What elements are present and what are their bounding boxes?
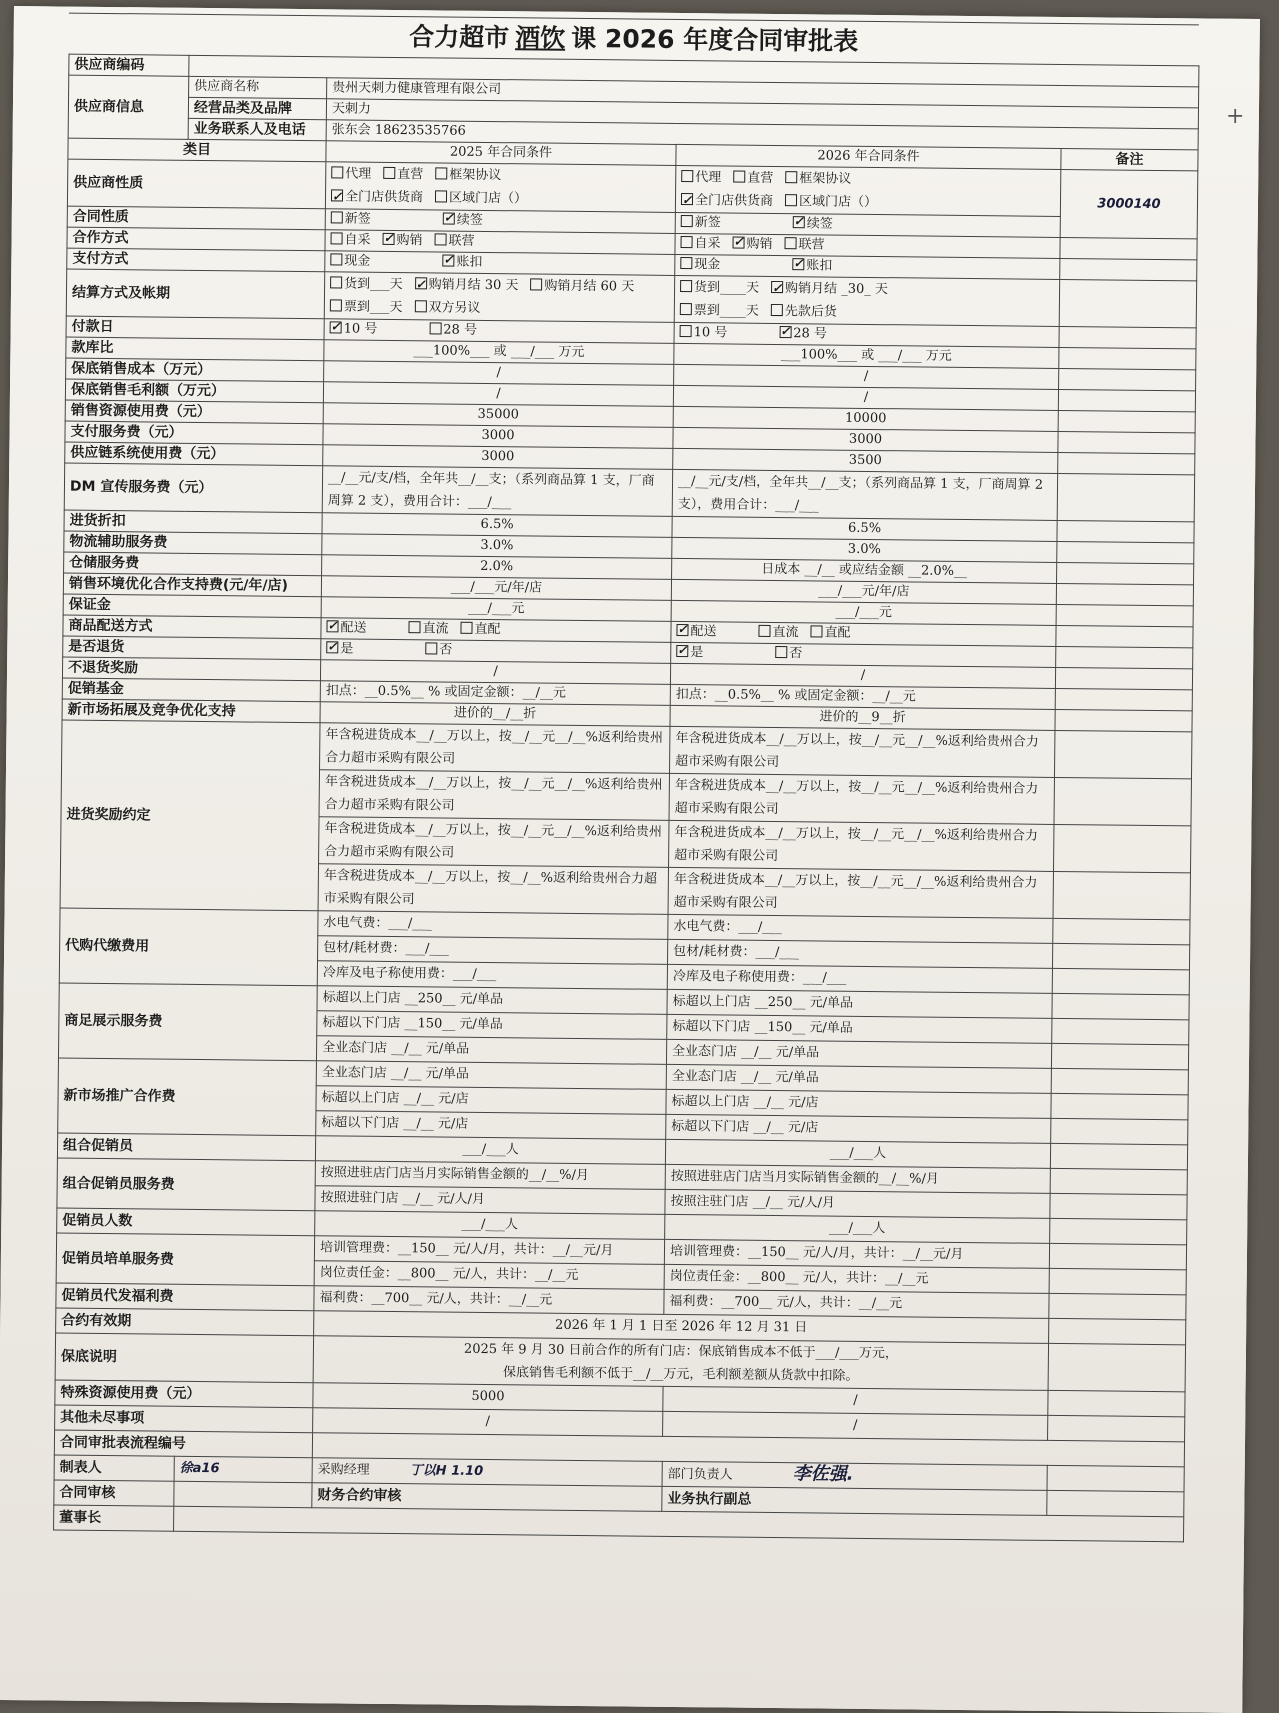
checkbox-checked[interactable] bbox=[793, 216, 805, 228]
supplier-code-label: 供应商编码 bbox=[69, 54, 189, 76]
promo-coop-2026: 标超以上门店 __/__ 元/店 bbox=[666, 1089, 1051, 1118]
display-2026: 全业态门店 __/__ 元/单品 bbox=[666, 1039, 1051, 1068]
checkbox-checked[interactable] bbox=[415, 277, 427, 289]
proxy-2026: 水电气费：___/___ bbox=[668, 914, 1053, 943]
pay-service-2026: 3000 bbox=[673, 427, 1058, 452]
opt-ticket: 票到____天 bbox=[693, 303, 759, 319]
pay-service-label: 支付服务费（元） bbox=[65, 421, 323, 445]
checkbox-checked[interactable] bbox=[331, 189, 343, 201]
remark-cell bbox=[1054, 777, 1191, 825]
checkbox-checked[interactable] bbox=[676, 624, 688, 636]
reward-2025: 年含税进货成本__/__万以上，按__/__元__/__%返利给贵州合力超市采购有限公司 bbox=[320, 723, 670, 774]
remark-cell bbox=[1057, 473, 1194, 521]
proxy-2026: 冷库及电子称使用费：___/___ bbox=[667, 964, 1052, 993]
coop-label: 合作方式 bbox=[67, 227, 325, 251]
nature-label: 供应商性质 bbox=[67, 159, 325, 209]
remark-cell bbox=[1050, 1193, 1187, 1219]
display-label: 商足展示服务费 bbox=[58, 983, 317, 1061]
opt-straight: 直流 bbox=[772, 624, 799, 641]
title-dept: 酒饮 bbox=[515, 23, 566, 53]
checkbox[interactable] bbox=[383, 167, 395, 179]
group-staff-label: 组合促销员 bbox=[57, 1133, 315, 1161]
special-2025: 5000 bbox=[313, 1383, 663, 1412]
staff-count-label: 促销员人数 bbox=[57, 1208, 315, 1236]
checkbox-checked[interactable] bbox=[443, 213, 455, 225]
discount-2025: 6.5% bbox=[322, 513, 672, 538]
warehouse-2025: 2.0% bbox=[322, 555, 672, 580]
staff-count-2025: ___/___人 bbox=[315, 1211, 665, 1240]
remark-cell bbox=[1052, 1018, 1189, 1044]
opt-no: 否 bbox=[789, 646, 803, 662]
stock-ratio-label: 款库比 bbox=[66, 337, 324, 361]
remark-cell bbox=[1055, 688, 1192, 710]
remark-cell bbox=[1053, 824, 1190, 872]
opt-frame: 框架协议 bbox=[449, 167, 502, 184]
opt-no: 否 bbox=[439, 642, 453, 658]
buyer-signature: 丁以H 1.10 bbox=[409, 1463, 484, 1479]
checkbox[interactable] bbox=[680, 303, 692, 315]
remark-cell bbox=[1059, 279, 1196, 327]
contact-value: 张东会 18623535766 bbox=[326, 120, 1198, 150]
checkbox[interactable] bbox=[435, 233, 447, 245]
opt-straight: 直流 bbox=[422, 621, 449, 637]
validity-value: 2026 年 1 月 1 日至 2026 年 12 月 31 日 bbox=[314, 1311, 1049, 1344]
checkbox-checked[interactable] bbox=[442, 255, 454, 267]
staff-train-2026: 培训管理费：__150__ 元/人/月，共计：__/__元/月 bbox=[664, 1239, 1049, 1268]
display-2025: 标超以上门店 __250__ 元/单品 bbox=[317, 986, 667, 1015]
promo-coop-label: 新市场推广合作费 bbox=[58, 1058, 317, 1136]
contact-label: 业务联系人及电话 bbox=[188, 118, 326, 140]
remark-cell bbox=[1058, 431, 1195, 453]
checkbox[interactable] bbox=[775, 646, 787, 658]
remark-cell bbox=[1049, 1243, 1186, 1269]
opt-region: 区域门店（） bbox=[798, 194, 878, 211]
nature-2026 bbox=[675, 165, 1060, 216]
maker-label: 制表人 bbox=[54, 1455, 174, 1481]
remark-cell bbox=[1048, 1390, 1185, 1416]
reward-2025: 年含税进货成本__/__万以上，按__/__元__/__%返利给贵州合力超市采购有限公司 bbox=[319, 817, 669, 868]
form-frame bbox=[53, 13, 1199, 1543]
checkbox[interactable] bbox=[530, 278, 542, 290]
opt-agent: 代理 bbox=[345, 166, 372, 182]
checkbox[interactable] bbox=[733, 171, 745, 183]
return-label: 是否退货 bbox=[63, 636, 321, 660]
opt-renew: 续签 bbox=[456, 212, 483, 228]
remark-cell bbox=[1052, 993, 1189, 1019]
deposit-label: 保证金 bbox=[63, 594, 321, 618]
validity-label: 合约有效期 bbox=[56, 1308, 314, 1336]
checkbox[interactable] bbox=[425, 642, 437, 654]
pen-mark: + bbox=[1226, 104, 1245, 129]
remark-cell bbox=[1056, 625, 1193, 647]
min-profit-label: 保底销售毛利额（万元） bbox=[65, 379, 323, 403]
remark-cell bbox=[1052, 943, 1189, 969]
others-2025: / bbox=[313, 1408, 663, 1437]
opt-joint: 联营 bbox=[798, 237, 825, 253]
remark-cell bbox=[1055, 667, 1192, 689]
remark-cell bbox=[1051, 1068, 1188, 1094]
opt-cash: 现金 bbox=[344, 253, 371, 269]
remark-cell bbox=[1054, 730, 1191, 778]
min-profit-2025: / bbox=[323, 382, 673, 407]
settle-label: 结算方式及帐期 bbox=[66, 269, 324, 319]
promo-fund-label: 促销基金 bbox=[62, 678, 320, 702]
opt-purchase: 购销 bbox=[746, 236, 773, 252]
checkbox[interactable] bbox=[680, 280, 692, 292]
opt-ticket: 票到___天 bbox=[343, 299, 403, 316]
checkbox[interactable] bbox=[429, 322, 441, 334]
checkbox[interactable] bbox=[785, 194, 797, 206]
display-2026: 标超以上门店 __250__ 元/单品 bbox=[667, 989, 1052, 1018]
opt-all-store: 全门店供货商 bbox=[694, 193, 774, 209]
checkbox[interactable] bbox=[330, 253, 342, 265]
brand-value: 天刺力 bbox=[326, 99, 1198, 129]
checkbox[interactable] bbox=[435, 167, 447, 179]
remark-label: 备注 bbox=[1061, 148, 1198, 170]
title-prefix: 合力超市 bbox=[409, 22, 510, 53]
checkbox[interactable] bbox=[435, 190, 447, 202]
stock-ratio-2026: ___100%___ 或 ___/___ 万元 bbox=[674, 343, 1059, 368]
pay-day-label: 付款日 bbox=[66, 316, 324, 340]
display-2025: 标超以下门店 __150__ 元/单品 bbox=[317, 1011, 667, 1040]
guarantee-line-1: 2025 年 9 月 30 日前合作的所有门店：保底销售成本不低于___/___万元， bbox=[463, 1341, 898, 1362]
header-2026: 2026 年合同条件 bbox=[676, 144, 1061, 169]
opt-cash: 现金 bbox=[694, 257, 721, 273]
logistics-label: 物流辅助服务费 bbox=[64, 531, 322, 555]
dept-head-signature: 李佐强. bbox=[792, 1463, 854, 1485]
env-label: 销售环境优化合作支持费(元/年/店) bbox=[63, 573, 321, 597]
remark-cell bbox=[1056, 604, 1193, 626]
remark-cell bbox=[1049, 1268, 1186, 1294]
reward-2025: 年含税进货成本__/__万以上，按__/__%返利给贵州合力超市采购有限公司 bbox=[318, 864, 668, 915]
checkbox[interactable] bbox=[460, 622, 472, 634]
opt-joint: 联营 bbox=[448, 233, 475, 249]
checkbox[interactable] bbox=[331, 166, 343, 178]
remark-cell bbox=[1047, 1490, 1184, 1516]
remark-cell bbox=[1050, 1168, 1187, 1194]
remark-cell bbox=[1057, 520, 1194, 542]
checkbox[interactable] bbox=[330, 276, 342, 288]
supplier-name: 贵州天刺力健康管理有限公司 bbox=[327, 78, 1199, 108]
audit-value bbox=[174, 1481, 312, 1507]
remark-cell bbox=[1059, 368, 1196, 390]
opt-direct: 直营 bbox=[397, 167, 424, 183]
discount-2026: 6.5% bbox=[672, 516, 1057, 541]
guarantee-line-2: 保底销售毛利额不低于__/__万元，毛利额差额从货款中扣除。 bbox=[502, 1365, 859, 1384]
promo-coop-2025: 标超以下门店 __/__ 元/店 bbox=[316, 1111, 666, 1140]
remark-cell bbox=[1060, 258, 1197, 280]
group-fee-2026: 按照注驻门店 __/__ 元/人/月 bbox=[665, 1189, 1050, 1218]
opt-yes: 是 bbox=[340, 641, 354, 657]
no-return-label: 不退货奖励 bbox=[62, 657, 320, 681]
stock-ratio-2025: ___100%___ 或 ___/___ 万元 bbox=[324, 340, 674, 365]
supply-sys-2025: 3000 bbox=[323, 445, 673, 470]
opt-d28: 28 号 bbox=[443, 322, 478, 338]
group-staff-2026: ___/___人 bbox=[665, 1139, 1050, 1168]
promo-fund-2025: 扣点：__0.5%__ % 或固定金额：__/__元 bbox=[320, 681, 670, 706]
others-2026: / bbox=[663, 1411, 1048, 1440]
opt-purchase: 购销 bbox=[396, 233, 423, 249]
chairman-label: 董事长 bbox=[54, 1505, 174, 1531]
checkbox-checked[interactable] bbox=[676, 645, 688, 657]
checkbox-checked[interactable] bbox=[326, 620, 338, 632]
settle-2026 bbox=[674, 275, 1059, 326]
min-cost-label: 保底销售成本（万元） bbox=[66, 358, 324, 382]
opt-self: 自采 bbox=[344, 232, 371, 248]
remark-cell bbox=[1059, 326, 1196, 348]
min-cost-2025: / bbox=[324, 361, 674, 386]
sales-res-2026: 10000 bbox=[673, 406, 1058, 431]
group-fee-label: 组合促销员服务费 bbox=[57, 1158, 316, 1211]
supply-sys-2026: 3500 bbox=[673, 448, 1058, 473]
new-market-2025: 进价的__/__折 bbox=[320, 702, 670, 727]
checkbox-checked[interactable] bbox=[383, 233, 395, 245]
opt-cod: 货到____天 bbox=[694, 280, 760, 296]
checkbox[interactable] bbox=[681, 236, 693, 248]
remark-cell bbox=[1059, 347, 1196, 369]
opt-deduct: 账扣 bbox=[456, 254, 483, 270]
new-market-label: 新市场拓展及竞争优化支持 bbox=[62, 699, 320, 723]
opt-region: 区域门店（） bbox=[448, 190, 528, 207]
checkbox-checked[interactable] bbox=[733, 237, 745, 249]
dept-head-label: 部门负责人 bbox=[667, 1466, 733, 1483]
finance-label: 财务合约审核 bbox=[312, 1483, 662, 1512]
remark-cell bbox=[1055, 709, 1192, 731]
opt-new: 新签 bbox=[344, 211, 371, 227]
special-2026: / bbox=[663, 1386, 1048, 1415]
settle-2025 bbox=[324, 272, 674, 323]
dm-2026: __/__元/支/档，全年共__/__支；（系列商品算 1 支，厂商周算 2 支），费用合计：___/___ bbox=[672, 469, 1057, 520]
checkbox-checked[interactable] bbox=[330, 321, 342, 333]
group-fee-2025: 按照进驻店门店当月实际销售金额的__/__%/月 bbox=[315, 1161, 665, 1190]
opt-deliver: 配送 bbox=[690, 624, 717, 640]
remark-cell bbox=[1058, 410, 1195, 432]
contract-nature-label: 合同性质 bbox=[67, 206, 325, 230]
reward-2026: 年含税进货成本__/__万以上，按__/__元__/__%返利给贵州合力超市采购有限公司 bbox=[669, 726, 1054, 777]
remark-cell bbox=[1056, 646, 1193, 668]
checkbox[interactable] bbox=[681, 170, 693, 182]
remark-cell bbox=[1056, 583, 1193, 605]
group-fee-2025: 按照进驻门店 __/__ 元/人/月 bbox=[315, 1186, 665, 1215]
min-profit-2026: / bbox=[673, 385, 1058, 410]
opt-d10: 10 号 bbox=[693, 325, 728, 341]
checkbox-checked[interactable] bbox=[792, 258, 804, 270]
guarantee-label: 保底说明 bbox=[55, 1333, 313, 1383]
remark-cell bbox=[1049, 1318, 1186, 1344]
opt-direct-delivery: 直配 bbox=[474, 621, 501, 638]
maker-signature: 徐a16 bbox=[174, 1456, 312, 1482]
category-label: 类目 bbox=[68, 138, 326, 162]
contract-table bbox=[53, 54, 1199, 1543]
pay-service-2025: 3000 bbox=[323, 424, 673, 449]
warehouse-2026: 日成本 __/__ 或应结金额 __2.0%__ bbox=[672, 558, 1057, 583]
opt-renew: 续签 bbox=[806, 216, 833, 232]
checkbox[interactable] bbox=[331, 232, 343, 244]
checkbox-checked[interactable] bbox=[779, 326, 791, 338]
remark-cell bbox=[1052, 968, 1189, 994]
remark-cell bbox=[1047, 1465, 1184, 1491]
checkbox[interactable] bbox=[771, 304, 783, 316]
min-cost-2026: / bbox=[674, 364, 1059, 389]
title-suffix: 课 2026 年度合同审批表 bbox=[571, 23, 859, 56]
proxy-2025: 包材/耗材费：___/___ bbox=[318, 936, 668, 965]
checkbox-checked[interactable] bbox=[771, 281, 783, 293]
flow-no-label: 合同审批表流程编号 bbox=[54, 1430, 312, 1458]
remark-cell bbox=[1051, 1118, 1188, 1144]
promo-coop-2026: 全业态门店 __/__ 元/单品 bbox=[666, 1064, 1051, 1093]
opt-all-store: 全门店供货商 bbox=[344, 189, 424, 206]
supplier-name-label: 供应商名称 bbox=[189, 76, 327, 98]
staff-welfare-2026: 福利费：__700__ 元/人，共计：__/__元 bbox=[664, 1289, 1049, 1318]
remark-value: 3000140 bbox=[1060, 169, 1198, 238]
delivery-label: 商品配送方式 bbox=[63, 615, 321, 639]
remark-cell bbox=[1051, 1093, 1188, 1119]
remark-cell bbox=[1057, 541, 1194, 563]
checkbox-checked[interactable] bbox=[326, 641, 338, 653]
checkbox[interactable] bbox=[330, 299, 342, 311]
supply-sys-label: 供应链系统使用费（元） bbox=[65, 442, 323, 466]
checkbox[interactable] bbox=[785, 171, 797, 183]
deposit-2025: ___/___元 bbox=[321, 597, 671, 622]
new-market-2026: 进价的__9__折 bbox=[670, 705, 1055, 730]
reward-label: 进货奖励约定 bbox=[60, 720, 320, 911]
staff-welfare-2025: 福利费：__700__ 元/人，共计：__/__元 bbox=[314, 1286, 664, 1315]
others-label: 其他未尽事项 bbox=[55, 1405, 313, 1433]
header-2025: 2025 年合同条件 bbox=[326, 141, 676, 166]
staff-welfare-label: 促销员代发福利费 bbox=[56, 1283, 314, 1311]
remark-cell bbox=[1053, 918, 1190, 944]
checkbox[interactable] bbox=[758, 625, 770, 637]
remark-cell bbox=[1051, 1043, 1188, 1069]
reward-2026: 年含税进货成本__/__万以上，按__/__元__/__%返利给贵州合力超市采购有限公司 bbox=[669, 773, 1054, 824]
checkbox[interactable] bbox=[331, 211, 343, 223]
remark-cell bbox=[1048, 1415, 1185, 1441]
checkbox[interactable] bbox=[785, 237, 797, 249]
opt-purchase30: 购销月结 30 天 bbox=[428, 277, 519, 294]
sales-res-label: 销售资源使用费（元） bbox=[65, 400, 323, 424]
deposit-2026: ___/___元 bbox=[671, 600, 1056, 625]
staff-train-label: 促销员培单服务费 bbox=[56, 1233, 315, 1286]
checkbox[interactable] bbox=[414, 300, 426, 312]
opt-deliver: 配送 bbox=[340, 620, 367, 636]
approval-sheet bbox=[0, 6, 1260, 1713]
opt-yes: 是 bbox=[690, 645, 704, 661]
sales-res-2025: 35000 bbox=[323, 403, 673, 428]
nature-2025 bbox=[325, 162, 675, 213]
opt-mutual: 双方另议 bbox=[428, 300, 481, 316]
dm-label: DM 宣传服务费（元） bbox=[64, 463, 322, 513]
opt-cod: 货到___天 bbox=[344, 276, 403, 293]
logistics-2025: 3.0% bbox=[322, 534, 672, 559]
checkbox[interactable] bbox=[408, 621, 420, 633]
group-fee-2026: 按照进驻店门店当月实际销售金额的__/__%/月 bbox=[665, 1164, 1050, 1193]
brand-label: 经营品类及品牌 bbox=[188, 97, 326, 119]
opt-deduct: 账扣 bbox=[806, 258, 833, 274]
supplier-info-label: 供应商信息 bbox=[68, 75, 189, 139]
staff-train-2025: 培训管理费：__150__ 元/人/月，共计：__/__元/月 bbox=[314, 1236, 664, 1265]
special-label: 特殊资源使用费（元） bbox=[55, 1380, 313, 1408]
opt-prepay: 先款后货 bbox=[784, 304, 837, 320]
remark-cell bbox=[1057, 562, 1194, 584]
opt-frame: 框架协议 bbox=[799, 171, 852, 187]
checkbox[interactable] bbox=[680, 257, 692, 269]
promo-coop-2025: 标超以上门店 __/__ 元/店 bbox=[316, 1086, 666, 1115]
display-2025: 全业态门店 __/__ 元/单品 bbox=[316, 1036, 666, 1065]
proxy-label: 代购代缴费用 bbox=[59, 908, 318, 986]
staff-count-2026: ___/___人 bbox=[665, 1214, 1050, 1243]
remark-cell bbox=[1058, 452, 1195, 474]
opt-direct: 直营 bbox=[747, 170, 774, 186]
logistics-2026: 3.0% bbox=[672, 537, 1057, 562]
checkbox[interactable] bbox=[680, 325, 692, 337]
opt-d10: 10 号 bbox=[343, 321, 378, 337]
opt-new: 新签 bbox=[694, 215, 721, 231]
remark-cell bbox=[1058, 389, 1195, 411]
promo-fund-2026: 扣点：__0.5%__ % 或固定金额：__/__元 bbox=[670, 684, 1055, 709]
dm-2025: __/__元/支/档，全年共__/__支；（系列商品算 1 支，厂商周算 2 支），费用合计：___/___ bbox=[322, 466, 672, 517]
reward-2026: 年含税进货成本__/__万以上，按__/__元__/__%返利给贵州合力超市采购有限公司 bbox=[668, 867, 1053, 918]
remark-cell bbox=[1050, 1143, 1187, 1169]
opt-purchase30: 购销月结 _30_ 天 bbox=[785, 281, 888, 298]
reward-2026: 年含税进货成本__/__万以上，按__/__元__/__%返利给贵州合力超市采购有限公司 bbox=[669, 820, 1054, 871]
checkbox-checked[interactable] bbox=[681, 193, 693, 205]
remark-cell bbox=[1050, 1218, 1187, 1244]
proxy-2025: 冷库及电子称使用费：___/___ bbox=[317, 961, 667, 990]
no-return-2026: / bbox=[670, 663, 1055, 688]
guarantee-value bbox=[313, 1336, 1048, 1391]
promo-coop-2026: 标超以下门店 __/__ 元/店 bbox=[666, 1114, 1051, 1143]
opt-agent: 代理 bbox=[695, 170, 722, 186]
reward-2025: 年含税进货成本__/__万以上，按__/__元__/__%返利给贵州合力超市采购有限公司 bbox=[319, 770, 669, 821]
remark-cell bbox=[1053, 871, 1190, 919]
display-2026: 标超以下门店 __150__ 元/单品 bbox=[667, 1014, 1052, 1043]
opt-d28: 28 号 bbox=[793, 326, 828, 342]
warehouse-label: 仓储服务费 bbox=[64, 552, 322, 576]
group-staff-2025: ___/___人 bbox=[315, 1136, 665, 1165]
proxy-2025: 水电气费：___/___ bbox=[318, 911, 668, 940]
promo-coop-2025: 全业态门店 __/__ 元/单品 bbox=[316, 1061, 666, 1090]
remark-cell bbox=[1049, 1293, 1186, 1319]
checkbox[interactable] bbox=[810, 625, 822, 637]
pay-method-label: 支付方式 bbox=[67, 248, 325, 272]
remark-cell bbox=[1048, 1343, 1185, 1391]
checkbox[interactable] bbox=[681, 215, 693, 227]
buyer-label: 采购经理 bbox=[317, 1462, 370, 1478]
staff-train-2026: 岗位责任金：__800__ 元/人，共计：__/__元 bbox=[664, 1264, 1049, 1293]
buyer-cell bbox=[312, 1458, 662, 1487]
opt-direct-delivery: 直配 bbox=[824, 625, 851, 641]
vp-label: 业务执行副总 bbox=[662, 1486, 1047, 1515]
opt-purchase60: 购销月结 60 天 bbox=[544, 278, 635, 295]
no-return-2025: / bbox=[320, 660, 670, 685]
staff-train-2025: 岗位责任金：__800__ 元/人，共计：__/__元 bbox=[314, 1261, 664, 1290]
remark-cell bbox=[1060, 237, 1197, 259]
env-2026: ___/___元/年/店 bbox=[671, 579, 1056, 604]
audit-label: 合同审核 bbox=[54, 1480, 174, 1506]
opt-self: 自采 bbox=[694, 236, 721, 252]
env-2025: ___/___元/年/店 bbox=[321, 576, 671, 601]
proxy-2026: 包材/耗材费：___/___ bbox=[667, 939, 1052, 968]
discount-label: 进货折扣 bbox=[64, 510, 322, 534]
